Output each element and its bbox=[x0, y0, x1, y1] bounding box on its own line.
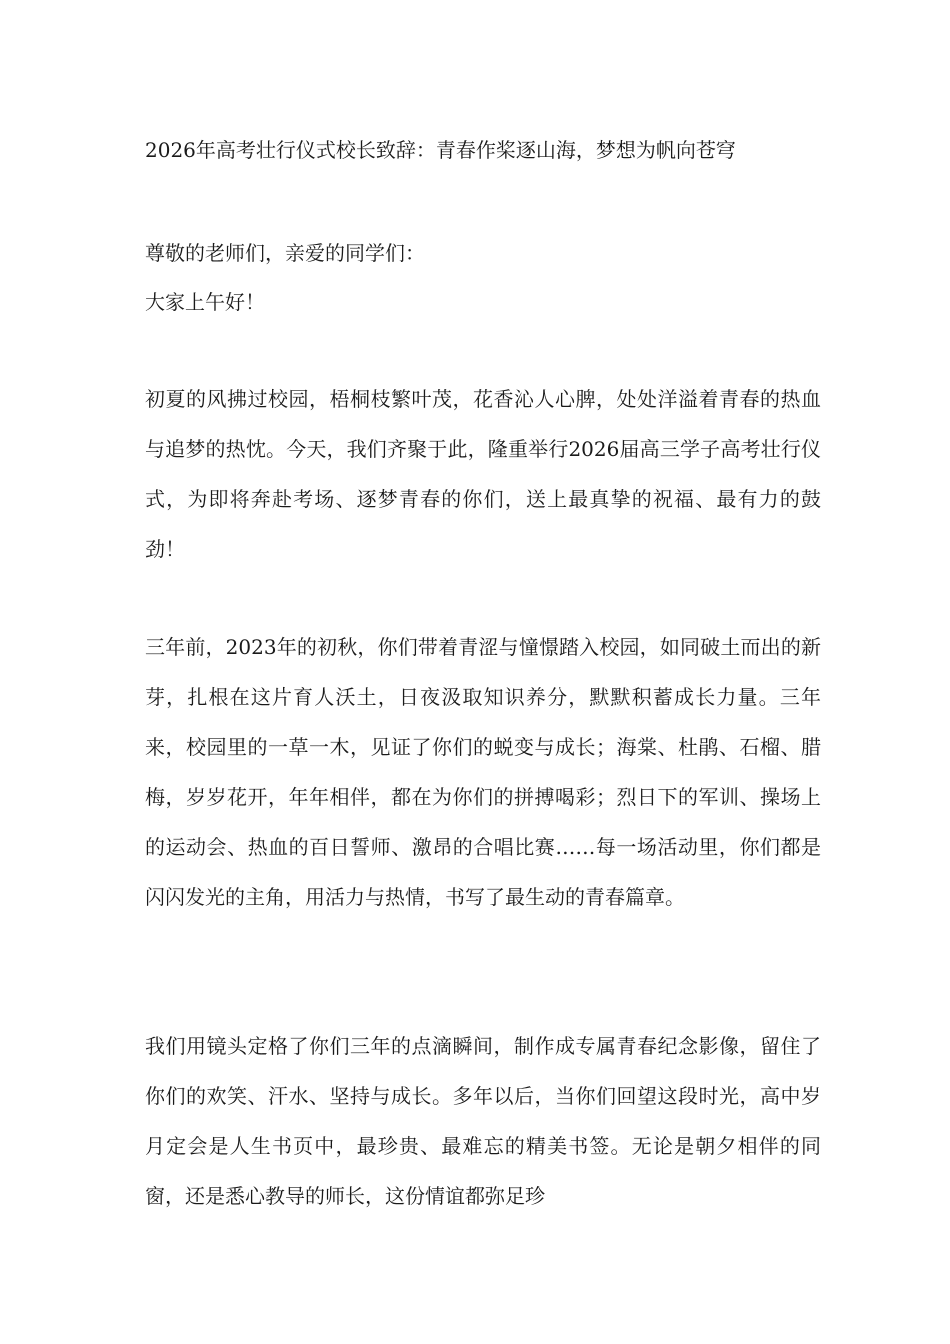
salutation: 尊敬的老师们，亲爱的同学们： bbox=[145, 241, 425, 265]
paragraph-3: 我们用镜头定格了你们三年的点滴瞬间，制作成专属青春纪念影像，留住了你们的欢笑、汗水、坚持与成长。多年以后，当你们回望这段时光，高中岁月定会是人生书页中，最珍贵、最难忘的精美书签。无论是朝夕相伴的同窗，还是悉心教导的师长，这份情谊都弥足珍 bbox=[145, 1034, 821, 1208]
greeting: 大家上午好！ bbox=[145, 290, 265, 314]
document-title: 2026年高考壮行仪式校长致辞：青春作桨逐山海，梦想为帆向苍穹 bbox=[145, 138, 736, 162]
paragraph-2: 三年前，2023年的初秋，你们带着青涩与憧憬踏入校园，如同破土而出的新芽，扎根在这片育人沃土，日夜汲取知识养分，默默积蓄成长力量。三年来，校园里的一草一木，见证了你们的蜕变与成长；海棠、杜鹃、石榴、腊梅，岁岁花开，年年相伴，都在为你们的拼搏喝彩；烈日下的军训、操场上的运动会、热血的百日誓师、激昂的合唱比赛……每一场活动里，你们都是闪闪发光的主角，用活力与热情，书写了最生动的青春篇章。 bbox=[145, 635, 821, 909]
paragraph-1: 初夏的风拂过校园，梧桐枝繁叶茂，花香沁人心脾，处处洋溢着青春的热血与追梦的热忱。今天，我们齐聚于此，隆重举行2026届高三学子高考壮行仪式，为即将奔赴考场、逐梦青春的你们，送上最真挚的祝福、最有力的鼓劲！ bbox=[145, 387, 821, 561]
